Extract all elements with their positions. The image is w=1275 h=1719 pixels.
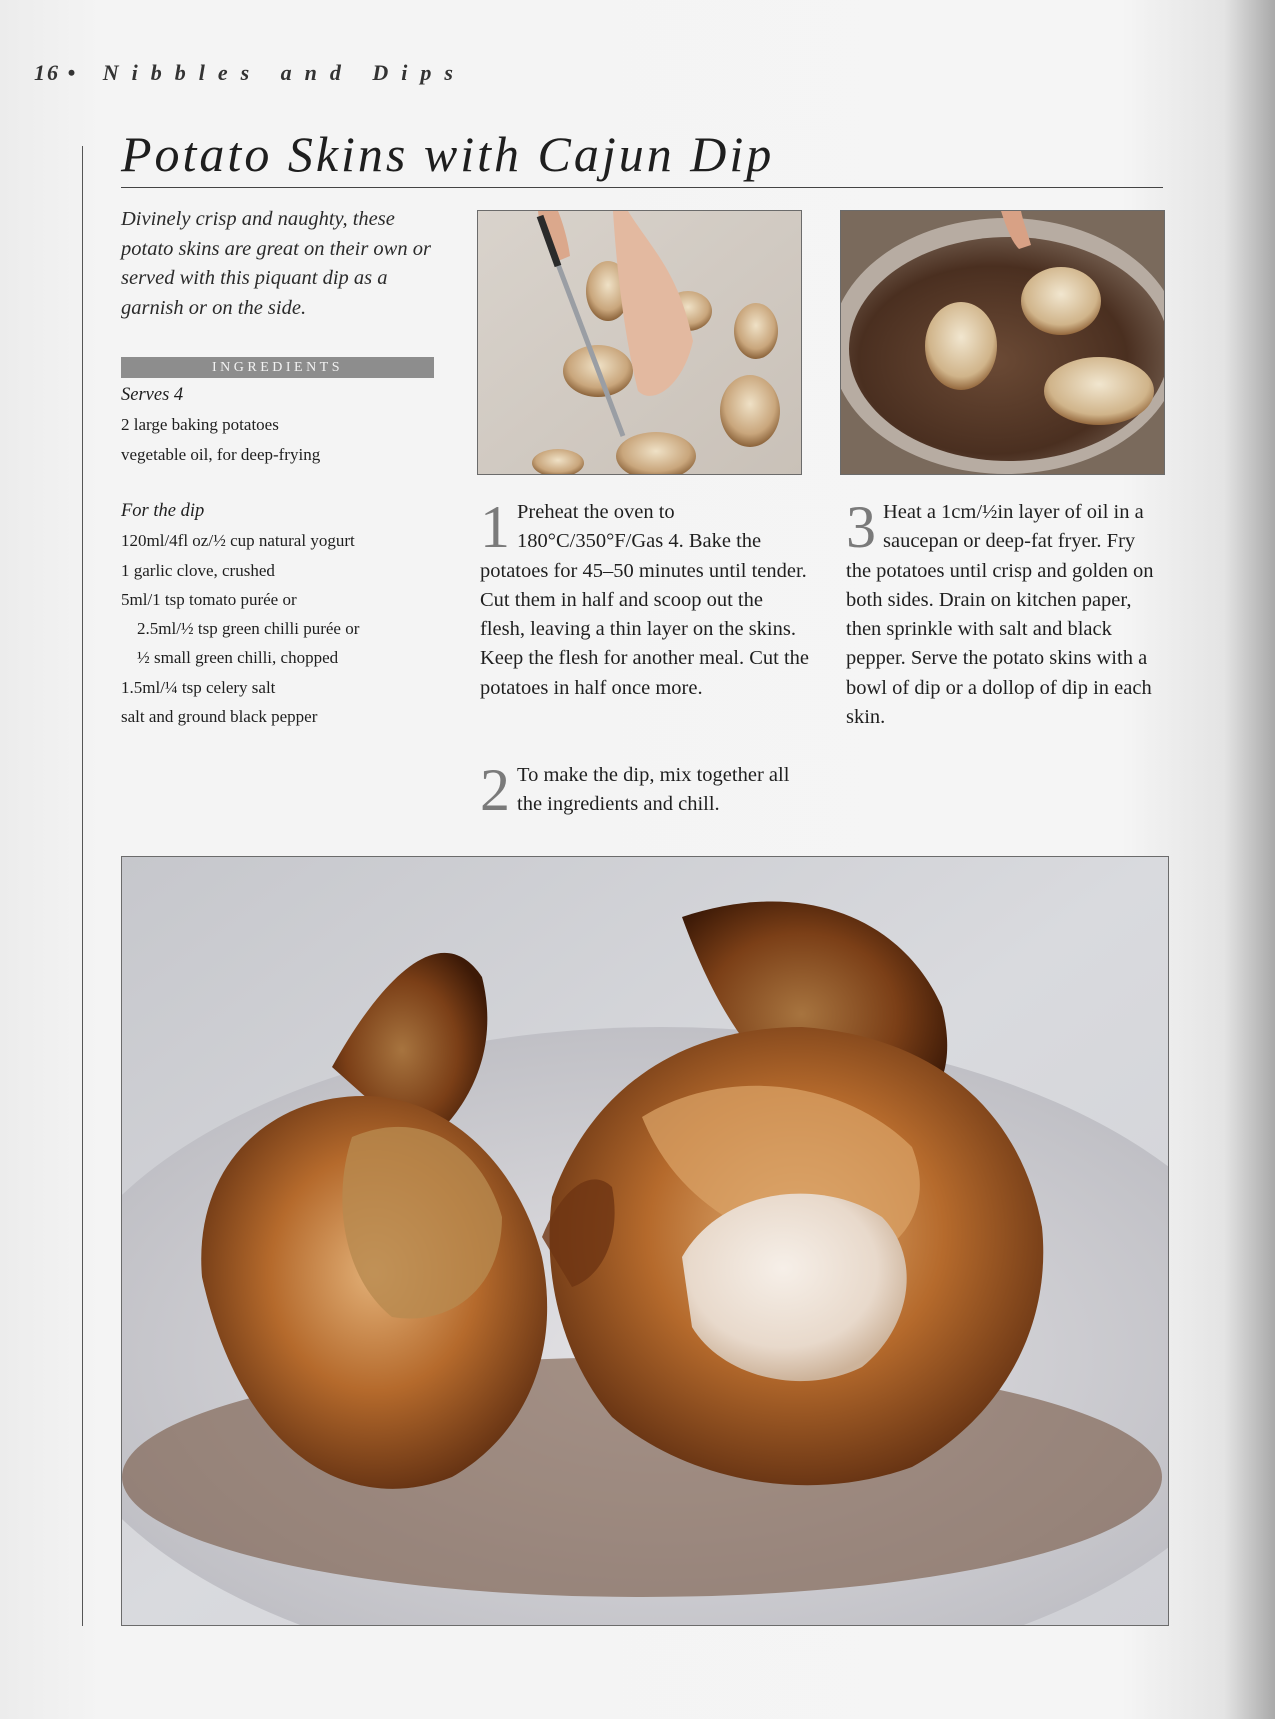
dip-ingredient-list [121, 497, 451, 731]
ingredient-item: 5ml/1 tsp tomato purée or [121, 589, 297, 609]
ingredient-item: 1.5ml/¼ tsp celery salt [121, 677, 276, 697]
dip-heading: For the dip [121, 501, 205, 521]
serves-label: Serves 4 [121, 385, 184, 405]
ingredient-item: 2.5ml/½ tsp green chilli purée or [137, 619, 360, 639]
section-title: Nibbles and Dips [102, 60, 466, 85]
step-text: Heat a 1cm/½in layer of oil in a saucepan or deep-fat fryer. Fry the potatoes until crisp and golden on both sides. Drain on kitchen paper, then sprinkle with salt and black pepper. Serve the potato skins with a bowl of dip or a dollop of dip in each skin. [846, 501, 1154, 729]
page-number: 16 [34, 60, 60, 85]
step-1 [480, 494, 810, 703]
step-number: 3 [846, 494, 876, 560]
step-3 [846, 494, 1164, 732]
step3-photo [840, 210, 1165, 475]
ingredients-heading: INGREDIENTS [121, 357, 434, 378]
ingredient-item: vegetable oil, for deep-frying [121, 444, 321, 464]
step-number: 1 [480, 494, 510, 560]
ingredient-item: 1 garlic clove, crushed [121, 560, 275, 580]
ingredient-item: 2 large baking potatoes [121, 415, 279, 435]
running-head [34, 60, 466, 86]
bullet: • [67, 60, 78, 85]
step-number: 2 [480, 757, 510, 823]
vertical-rule [82, 146, 83, 1626]
step-text: To make the dip, mix together all the ingredients and chill. [517, 764, 790, 816]
hero-photo [121, 856, 1169, 1626]
recipe-title: Potato Skins with Cajun Dip [121, 126, 775, 182]
ingredient-item: ½ small green chilli, chopped [137, 648, 339, 668]
ingredient-list [121, 381, 451, 469]
title-rule [121, 187, 1163, 188]
step1-photo [477, 210, 802, 475]
step-2 [480, 757, 810, 823]
recipe-intro: Divinely crisp and naughty, these potato skins are great on their own or served with this piquant dip as a garnish or on the side. [121, 208, 431, 319]
step-text: Preheat the oven to 180°C/350°F/Gas 4. Bake the potatoes for 45–50 minutes until tender. Cut them in half and scoop out the flesh, leaving a thin layer on the skins. Keep the flesh for another meal. Cut the potatoes in half once more. [480, 501, 810, 699]
ingredient-item: 120ml/4fl oz/½ cup natural yogurt [121, 531, 355, 551]
ingredient-item: salt and ground black pepper [121, 707, 318, 727]
